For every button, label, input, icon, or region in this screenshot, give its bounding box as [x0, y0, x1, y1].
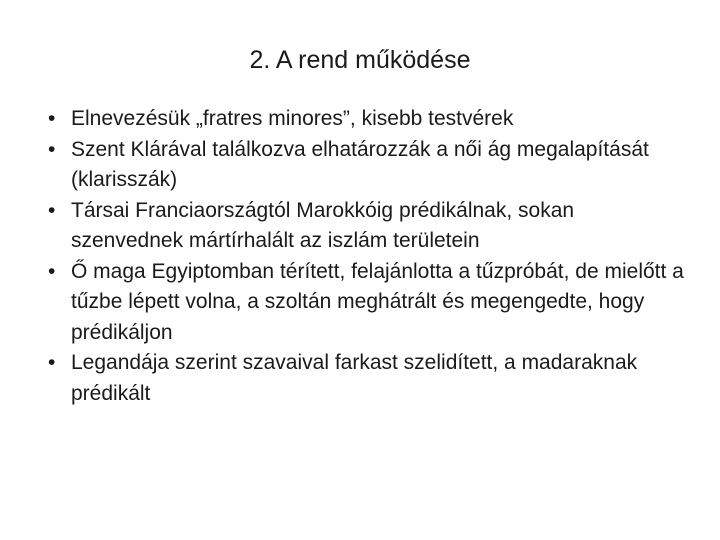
bullet-text: Ő maga Egyiptomban térített, felajánlotta a tűzpróbát, de mielőtt a tűzbe lépett volna, a szoltán meghátrált és megengedte, hogy prédikáljon	[71, 259, 684, 344]
bullet-item	[48, 257, 688, 349]
bullet-text: Legandája szerint szavaival farkast szelidített, a madaraknak prédikált	[71, 351, 638, 405]
bullet-dot-icon: •	[48, 351, 56, 374]
bullet-text: Elnevezésük „fratres minores”, kisebb testvérek	[71, 107, 514, 130]
bullet-item	[48, 104, 688, 135]
bullet-dot-icon: •	[48, 259, 56, 283]
bullet-dot-icon: •	[48, 107, 56, 130]
bullet-item	[48, 348, 688, 409]
bullet-item	[48, 196, 688, 257]
bullet-text: Társai Franciaországtól Marokkóig prédikálnak, sokan szenvednek mártírhalált az iszlám területein	[71, 198, 575, 252]
bullet-dot-icon: •	[48, 137, 56, 161]
bullet-list	[48, 104, 688, 409]
bullet-text: Szent Klárával találkozva elhatározzák a női ág megalapítását (klarisszák)	[71, 137, 649, 191]
slide-title: 2. A rend működése	[249, 46, 471, 74]
bullet-dot-icon: •	[48, 198, 56, 222]
bullet-item	[48, 135, 688, 196]
